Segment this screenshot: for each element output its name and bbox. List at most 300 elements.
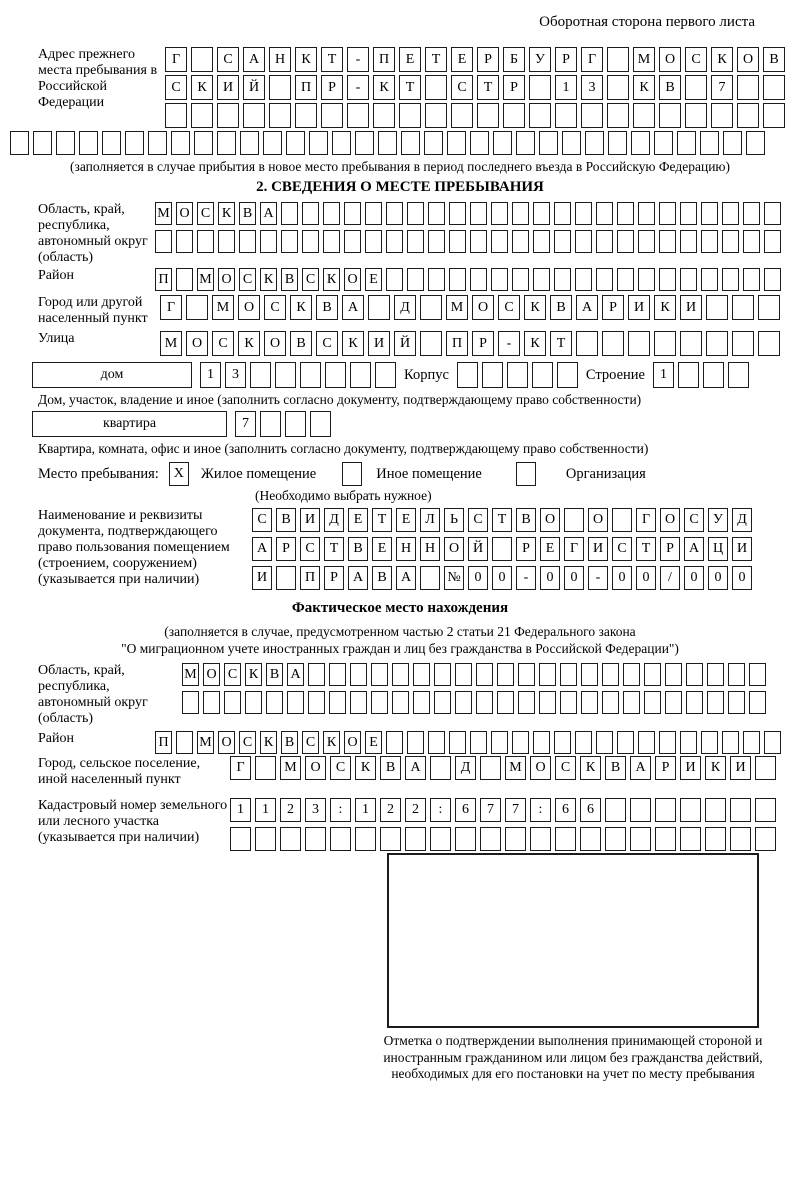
char-box <box>607 103 629 128</box>
char-box: П <box>300 566 320 590</box>
char-box <box>631 131 650 155</box>
char-box <box>355 827 376 851</box>
char-box <box>730 827 751 851</box>
char-box <box>470 131 489 155</box>
char-box <box>722 731 739 754</box>
char-box <box>217 131 236 155</box>
char-box <box>722 230 739 253</box>
char-box: И <box>628 295 650 320</box>
char-box <box>280 827 301 851</box>
char-box: К <box>191 75 213 100</box>
prev-address-boxes-line2 <box>165 75 785 100</box>
char-box <box>240 131 259 155</box>
char-box <box>425 103 447 128</box>
char-box: Е <box>399 47 421 72</box>
char-box: А <box>342 295 364 320</box>
char-box: С <box>239 268 256 291</box>
char-box <box>491 731 508 754</box>
char-box: К <box>654 295 676 320</box>
char-box <box>576 331 598 356</box>
char-box <box>449 202 466 225</box>
char-box: 7 <box>711 75 733 100</box>
char-box <box>275 362 296 388</box>
char-box <box>555 827 576 851</box>
char-box <box>378 131 397 155</box>
actual-location-title: Фактическое место нахождения <box>291 600 509 616</box>
char-box <box>607 75 629 100</box>
char-box: А <box>252 537 272 561</box>
char-box <box>580 827 601 851</box>
region-boxes-line1 <box>155 202 781 225</box>
char-box <box>428 202 445 225</box>
char-box <box>644 663 661 686</box>
char-box: Г <box>160 295 182 320</box>
char-box: С <box>302 268 319 291</box>
stamp-area <box>374 853 772 1083</box>
char-box: О <box>203 663 220 686</box>
char-box: С <box>302 731 319 754</box>
char-box <box>386 268 403 291</box>
char-box: П <box>446 331 468 356</box>
apartment-note: Квартира, комната, офис и иное (заполнить согласно документу, подтверждающему право собственности) <box>38 441 649 456</box>
char-box: К <box>633 75 655 100</box>
document-boxes-line1 <box>252 508 752 532</box>
char-box <box>365 202 382 225</box>
char-box <box>186 295 208 320</box>
char-box: М <box>212 295 234 320</box>
char-box <box>758 331 780 356</box>
char-box: П <box>373 47 395 72</box>
char-box <box>633 103 655 128</box>
char-box <box>203 691 220 714</box>
char-box: К <box>373 75 395 100</box>
char-box <box>638 202 655 225</box>
char-box: А <box>630 756 651 780</box>
char-box <box>608 131 627 155</box>
char-box <box>763 103 785 128</box>
char-box: Т <box>324 537 344 561</box>
char-box <box>680 230 697 253</box>
char-box: Г <box>636 508 656 532</box>
char-box: 0 <box>732 566 752 590</box>
char-box <box>373 103 395 128</box>
char-box: С <box>330 756 351 780</box>
char-box <box>407 268 424 291</box>
char-box <box>701 268 718 291</box>
char-box: Р <box>276 537 296 561</box>
prev-address-boxes-line3 <box>165 103 785 128</box>
char-box <box>680 798 701 822</box>
char-box <box>581 103 603 128</box>
char-box: Ц <box>708 537 728 561</box>
actual-district-label: Район <box>38 731 74 746</box>
char-box: П <box>155 731 172 754</box>
char-box: С <box>165 75 187 100</box>
char-box <box>10 131 29 155</box>
char-box <box>430 827 451 851</box>
char-box: В <box>763 47 785 72</box>
char-box <box>344 230 361 253</box>
char-box <box>491 202 508 225</box>
document-label: Наименование и реквизиты документа, подтверждающего право пользования помещением (строением, сооружением) (указывается при наличии) <box>38 508 230 587</box>
char-box: Е <box>372 537 392 561</box>
char-box <box>386 731 403 754</box>
char-box <box>554 202 571 225</box>
cadastre-label: Кадастровый номер земельного или лесного участка (указывается при наличии) <box>38 798 228 845</box>
char-box <box>243 103 265 128</box>
char-box: Р <box>321 75 343 100</box>
char-box <box>533 202 550 225</box>
char-box: О <box>737 47 759 72</box>
char-box: Т <box>399 75 421 100</box>
char-box: В <box>372 566 392 590</box>
cadastre-boxes-line1 <box>230 798 776 822</box>
char-box <box>470 202 487 225</box>
char-box: Е <box>451 47 473 72</box>
char-box: Д <box>732 508 752 532</box>
char-box: Р <box>477 47 499 72</box>
prev-address-label: Адрес прежнего места пребывания в Российской Федерации <box>38 47 158 110</box>
char-box: В <box>516 508 536 532</box>
char-box <box>125 131 144 155</box>
char-box: К <box>705 756 726 780</box>
char-box: О <box>176 202 193 225</box>
char-box <box>723 131 742 155</box>
char-box <box>286 131 305 155</box>
char-box <box>148 131 167 155</box>
korpus-boxes <box>457 362 578 388</box>
char-box <box>701 202 718 225</box>
char-box: 3 <box>225 362 246 388</box>
char-box <box>276 566 296 590</box>
stamp-box <box>387 853 759 1028</box>
char-box <box>680 731 697 754</box>
char-box: С <box>316 331 338 356</box>
char-box <box>413 663 430 686</box>
char-box: М <box>633 47 655 72</box>
char-box <box>680 331 702 356</box>
char-box <box>596 268 613 291</box>
option-organization-label: Организация <box>565 465 646 482</box>
char-box <box>743 202 760 225</box>
document-boxes-line3 <box>252 566 752 590</box>
char-box <box>482 362 503 388</box>
actual-location-note1: (заполняется в случае, предусмотренном частью 2 статьи 21 Федерального закона <box>164 624 636 639</box>
char-box: 6 <box>555 798 576 822</box>
char-box: Р <box>555 47 577 72</box>
char-box <box>529 75 551 100</box>
char-box: Н <box>420 537 440 561</box>
char-box: О <box>659 47 681 72</box>
char-box: Л <box>420 508 440 532</box>
char-box <box>263 131 282 155</box>
char-box: Е <box>540 537 560 561</box>
char-box: К <box>524 295 546 320</box>
region-boxes-line2 <box>155 230 781 253</box>
char-box <box>329 663 346 686</box>
char-box <box>420 295 442 320</box>
actual-region-label: Область, край, республика, автономный округ (область) <box>38 663 148 726</box>
char-box: В <box>239 202 256 225</box>
char-box: В <box>659 75 681 100</box>
char-box <box>686 663 703 686</box>
char-box: И <box>732 537 752 561</box>
char-box: Г <box>564 537 584 561</box>
char-box <box>764 202 781 225</box>
char-box <box>764 230 781 253</box>
char-box: / <box>660 566 680 590</box>
house-note: Дом, участок, владение и иное (заполнить согласно документу, подтверждающему право собственности) <box>38 392 642 407</box>
char-box: Е <box>396 508 416 532</box>
char-box <box>596 230 613 253</box>
char-box: Е <box>348 508 368 532</box>
char-box <box>700 131 719 155</box>
char-box <box>555 103 577 128</box>
char-box: 0 <box>540 566 560 590</box>
char-box: Р <box>660 537 680 561</box>
char-box <box>701 230 718 253</box>
char-box <box>706 331 728 356</box>
char-box <box>497 663 514 686</box>
apartment-box-label: квартира <box>32 411 227 437</box>
char-box <box>344 202 361 225</box>
char-box: 2 <box>380 798 401 822</box>
char-box: 0 <box>684 566 704 590</box>
char-box: М <box>505 756 526 780</box>
char-box <box>182 691 199 714</box>
document-boxes-line2 <box>252 537 752 561</box>
char-box <box>564 508 584 532</box>
char-box <box>533 731 550 754</box>
char-box <box>749 663 766 686</box>
char-box <box>602 691 619 714</box>
char-box <box>365 230 382 253</box>
char-box <box>371 663 388 686</box>
option-residential-label: Жилое помещение <box>200 465 317 482</box>
char-box: 3 <box>581 75 603 100</box>
char-box <box>711 103 733 128</box>
char-box <box>305 827 326 851</box>
stay-type-field <box>38 462 790 486</box>
char-box <box>722 202 739 225</box>
char-box: Р <box>503 75 525 100</box>
char-box: Т <box>425 47 447 72</box>
char-box <box>746 131 765 155</box>
char-box <box>224 691 241 714</box>
char-box: А <box>396 566 416 590</box>
char-box <box>505 827 526 851</box>
char-box <box>644 691 661 714</box>
char-box: 0 <box>468 566 488 590</box>
char-box: Т <box>492 508 512 532</box>
char-box <box>455 663 472 686</box>
char-box: К <box>290 295 312 320</box>
char-box <box>260 411 281 437</box>
char-box <box>350 362 371 388</box>
char-box: : <box>430 798 451 822</box>
char-box <box>680 827 701 851</box>
char-box: А <box>576 295 598 320</box>
char-box <box>266 691 283 714</box>
char-box <box>407 230 424 253</box>
char-box: Й <box>394 331 416 356</box>
char-box: В <box>266 663 283 686</box>
district-boxes <box>155 268 781 291</box>
char-box <box>581 691 598 714</box>
char-box: С <box>212 331 234 356</box>
char-box <box>605 827 626 851</box>
char-box <box>79 131 98 155</box>
char-box: Т <box>636 537 656 561</box>
char-box: Ь <box>444 508 464 532</box>
char-box: 0 <box>564 566 584 590</box>
char-box <box>407 731 424 754</box>
char-box <box>217 103 239 128</box>
char-box: С <box>239 731 256 754</box>
char-box: С <box>300 537 320 561</box>
char-box: О <box>218 731 235 754</box>
char-box: Т <box>321 47 343 72</box>
char-box: Й <box>468 537 488 561</box>
char-box <box>728 362 749 388</box>
char-box <box>557 362 578 388</box>
char-box <box>630 798 651 822</box>
char-box: М <box>182 663 199 686</box>
prev-address-field <box>10 47 790 128</box>
char-box: А <box>684 537 704 561</box>
char-box <box>428 230 445 253</box>
char-box <box>539 131 558 155</box>
char-box <box>434 663 451 686</box>
char-box: 1 <box>355 798 376 822</box>
char-box: О <box>444 537 464 561</box>
char-box <box>638 230 655 253</box>
char-box <box>617 731 634 754</box>
prev-address-boxes-line1 <box>165 47 785 72</box>
char-box: С <box>224 663 241 686</box>
char-box <box>434 691 451 714</box>
char-box: И <box>730 756 751 780</box>
char-box <box>728 691 745 714</box>
char-box: Г <box>230 756 251 780</box>
char-box <box>260 230 277 253</box>
char-box: С <box>197 202 214 225</box>
char-box <box>512 202 529 225</box>
char-box <box>302 202 319 225</box>
char-box <box>449 731 466 754</box>
actual-location-note2: "О миграционном учете иностранных граждан и лиц без гражданства в Российской Федерации") <box>121 641 679 656</box>
actual-city-field <box>10 756 790 788</box>
char-box: И <box>588 537 608 561</box>
char-box: Д <box>324 508 344 532</box>
char-box: И <box>300 508 320 532</box>
char-box: В <box>290 331 312 356</box>
char-box <box>491 268 508 291</box>
char-box: К <box>238 331 260 356</box>
char-box: Т <box>550 331 572 356</box>
char-box <box>323 230 340 253</box>
checkbox-organization <box>516 462 536 486</box>
char-box: О <box>264 331 286 356</box>
stamp-caption: Отметка о подтверждении выполнения принимающей стороной и иностранным гражданином или лицом без гражданства действий, необходимых для его постановки на учет по месту пребывания <box>383 1033 763 1081</box>
char-box <box>350 663 367 686</box>
char-box <box>239 230 256 253</box>
char-box <box>507 362 528 388</box>
char-box <box>368 295 390 320</box>
char-box <box>428 731 445 754</box>
char-box: И <box>368 331 390 356</box>
char-box <box>250 362 271 388</box>
char-box: В <box>348 537 368 561</box>
char-box <box>654 331 676 356</box>
char-box <box>701 731 718 754</box>
char-box: К <box>323 268 340 291</box>
page-title: Оборотная сторона первого листа <box>539 14 755 30</box>
char-box <box>197 230 214 253</box>
char-box <box>554 731 571 754</box>
char-box <box>737 75 759 100</box>
char-box <box>617 268 634 291</box>
char-box <box>659 230 676 253</box>
char-box <box>638 268 655 291</box>
char-box: С <box>264 295 286 320</box>
house-box-label: дом <box>32 362 192 388</box>
char-box: О <box>472 295 494 320</box>
char-box <box>285 411 306 437</box>
char-box <box>470 731 487 754</box>
char-box: : <box>330 798 351 822</box>
char-box <box>165 103 187 128</box>
char-box <box>758 295 780 320</box>
char-box <box>722 268 739 291</box>
char-box: Р <box>472 331 494 356</box>
char-box <box>659 103 681 128</box>
char-box <box>386 202 403 225</box>
char-box <box>617 230 634 253</box>
char-box <box>732 295 754 320</box>
char-box <box>743 230 760 253</box>
char-box <box>596 731 613 754</box>
char-box: В <box>281 268 298 291</box>
char-box: Р <box>655 756 676 780</box>
korpus-label: Корпус <box>404 366 449 383</box>
char-box <box>706 295 728 320</box>
char-box <box>763 75 785 100</box>
char-box: М <box>155 202 172 225</box>
stay-type-label: Место пребывания: <box>38 465 159 482</box>
char-box <box>665 691 682 714</box>
char-box <box>428 268 445 291</box>
actual-region-boxes-line2 <box>182 691 766 714</box>
actual-city-label: Город, сельское поселение, иной населенный пункт <box>38 756 201 787</box>
cadastre-field <box>10 798 790 851</box>
char-box: О <box>305 756 326 780</box>
char-box <box>332 131 351 155</box>
char-box: Д <box>455 756 476 780</box>
char-box: М <box>197 731 214 754</box>
char-box: К <box>355 756 376 780</box>
char-box <box>480 756 501 780</box>
char-box: Т <box>372 508 392 532</box>
char-box <box>678 362 699 388</box>
char-box <box>350 691 367 714</box>
char-box <box>581 663 598 686</box>
char-box <box>575 202 592 225</box>
char-box <box>371 691 388 714</box>
char-box: И <box>680 756 701 780</box>
char-box: 1 <box>255 798 276 822</box>
char-box <box>56 131 75 155</box>
